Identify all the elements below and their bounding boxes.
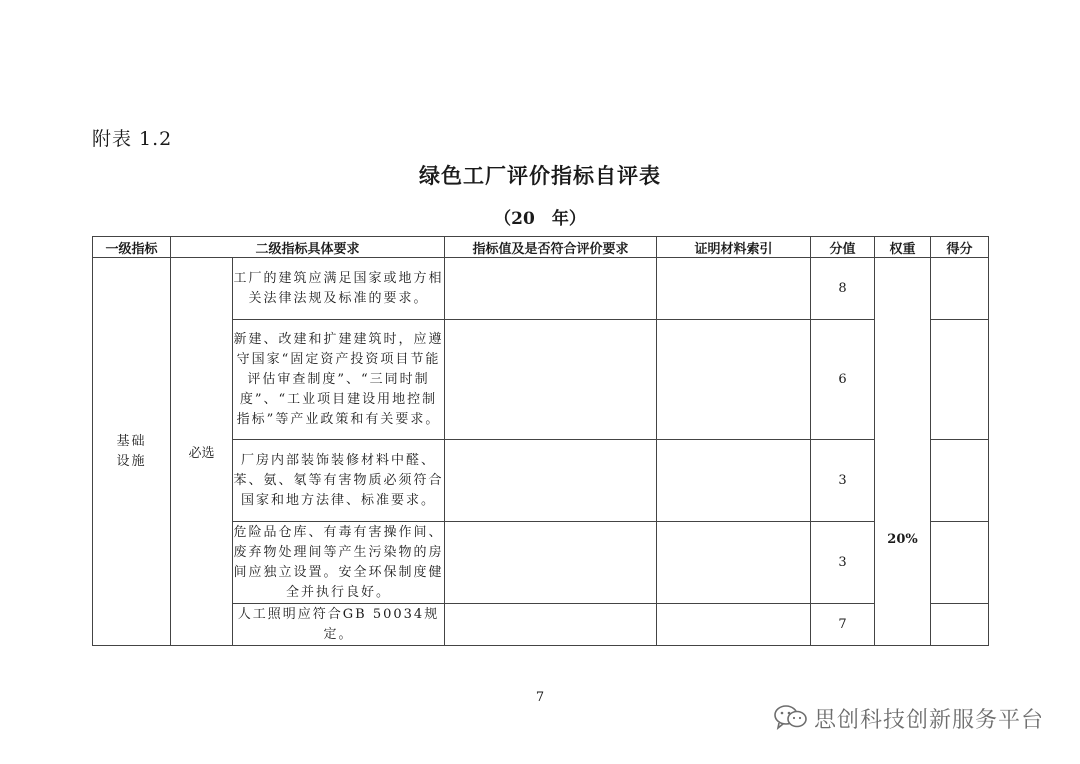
value-cell[interactable] [445,258,657,320]
appendix-label: 附表 1.2 [92,128,173,150]
header-weight: 权重 [875,237,931,258]
result-cell[interactable] [931,440,989,522]
evidence-cell[interactable] [657,522,811,604]
requirement-cell: 工厂的建筑应满足国家或地方相关法律法规及标准的要求。 [233,258,445,320]
value-cell[interactable] [445,440,657,522]
weight-value: 20% [887,532,918,547]
score-cell: 3 [811,440,875,522]
value-cell[interactable] [445,522,657,604]
header-level1: 一级指标 [93,237,171,258]
category-cell [93,258,171,646]
wechat-icon [774,704,808,734]
requirement-cell: 人工照明应符合GB 50034规定。 [233,604,445,646]
required-cell: 必选 [171,258,233,646]
page-title: 绿色工厂评价指标自评表 [419,163,661,188]
page-number: 7 [535,690,545,705]
evidence-cell[interactable] [657,440,811,522]
requirement-cell: 危险品仓库、有毒有害操作间、废弃物处理间等产生污染物的房间应独立设置。安全环保制度健全并执行良好。 [233,522,445,604]
category-label: 基础设施 [116,433,147,469]
result-cell[interactable] [931,604,989,646]
score-cell: 8 [811,258,875,320]
score-cell: 3 [811,522,875,604]
requirement-cell: 厂房内部装饰装修材料中醛、苯、氨、氡等有害物质必须符合国家和地方法律、标准要求。 [233,440,445,522]
watermark [774,703,1044,734]
year-subtitle: （20 年） [494,209,586,229]
header-level2: 二级指标具体要求 [171,237,445,258]
value-cell[interactable] [445,604,657,646]
weight-cell [875,258,931,646]
header-score: 分值 [811,237,875,258]
value-cell[interactable] [445,320,657,440]
table-row [93,258,989,320]
result-cell[interactable] [931,522,989,604]
result-cell[interactable] [931,258,989,320]
header-row [93,237,989,258]
evaluation-table [92,236,989,646]
requirement-cell: 新建、改建和扩建建筑时，应遵守国家“固定资产投资项目节能评估审查制度”、“三同时制度”、“工业项目建设用地控制指标”等产业政策和有关要求。 [233,320,445,440]
header-value: 指标值及是否符合评价要求 [445,237,657,258]
watermark-text: 思创科技创新服务平台 [813,708,1044,733]
result-cell[interactable] [931,320,989,440]
score-cell: 7 [811,604,875,646]
header-result: 得分 [931,237,989,258]
evidence-cell[interactable] [657,604,811,646]
evidence-cell[interactable] [657,258,811,320]
score-cell: 6 [811,320,875,440]
header-evidence: 证明材料索引 [657,237,811,258]
evidence-cell[interactable] [657,320,811,440]
